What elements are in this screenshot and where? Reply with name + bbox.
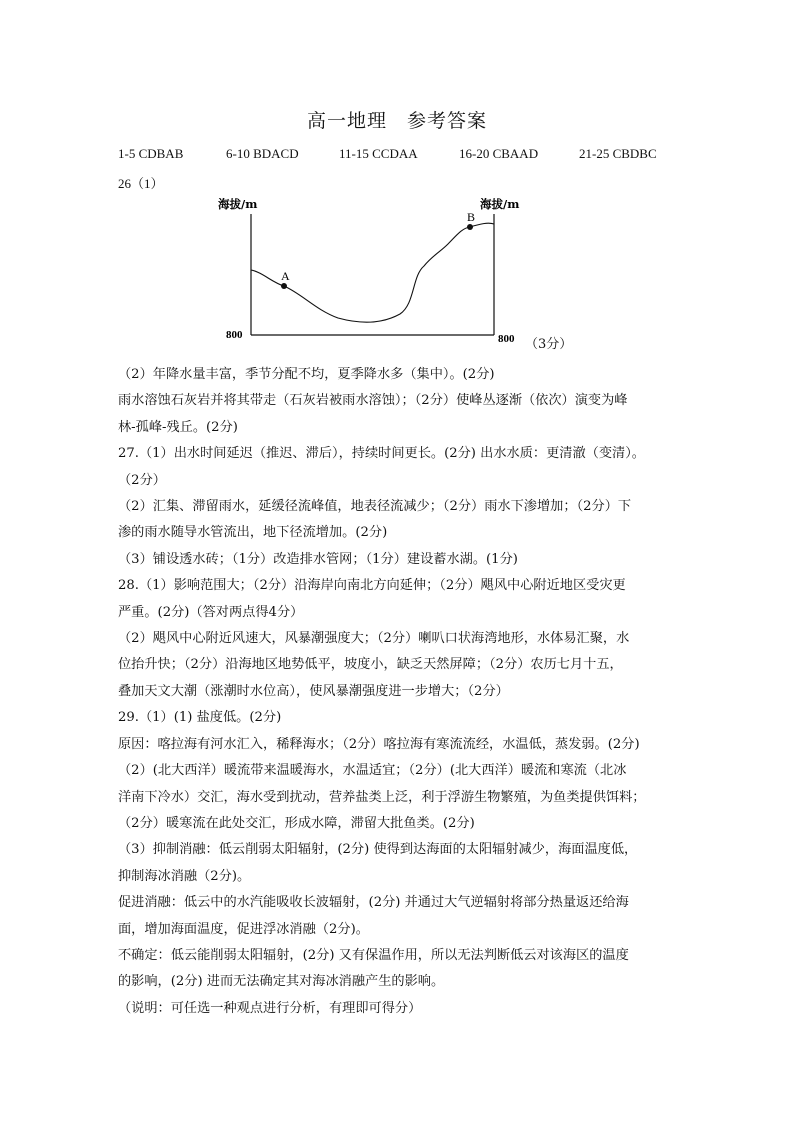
point-b-label: B	[467, 210, 476, 224]
answer-group-16-20: 16-20 CBAAD	[459, 146, 539, 161]
text-line: 严重。(2分)（答对两点得4分）	[118, 604, 304, 620]
text-line: 28.（1）影响范围大；（2分）沿海岸向南北方向延伸；（2分）飓风中心附近地区受灾更	[118, 578, 626, 594]
answer-group-11-15: 11-15 CCDAA	[339, 146, 418, 161]
text-line: （3）抑制消融：低云削弱太阳辐射，(2分) 使得到达海面的太阳辐射减少，海面温度低，	[118, 842, 638, 858]
point-a-marker	[281, 283, 287, 289]
answer-body	[118, 362, 684, 1022]
text-line: 位抬升快；（2分）沿海地区地势低平，坡度小，缺乏天然屏障；（2分）农历七月十五，	[118, 657, 623, 673]
text-line: （3）铺设透水砖；（1分）改造排水管网；（1分）建设蓄水湖。(1分)	[118, 551, 518, 567]
right-tick-800: 800	[498, 333, 515, 345]
point-a-label: A	[281, 269, 290, 283]
text-line: 的影响，(2分) 进而无法确定其对海冰消融产生的影响。	[118, 974, 445, 990]
text-line: 林-孤峰-残丘。(2分)	[118, 419, 238, 435]
text-line: （2分）	[118, 472, 166, 488]
diagram-score: （3分）	[525, 337, 573, 352]
text-line: 抑制海冰消融（2分)。	[118, 868, 251, 884]
left-axis-label: 海拔/m	[218, 197, 258, 211]
question-26-label: 26（1）	[118, 176, 164, 191]
answer-group-6-10: 6-10 BDACD	[226, 146, 299, 161]
text-line: （2）飓风中心附近风速大，风暴潮强度大；（2分）喇叭口状海湾地形，水体易汇聚，水	[118, 631, 630, 647]
text-line: （2）(北大西洋）暖流带来温暖海水，水温适宜；（2分）(北大西洋）暖流和寒流（北冰	[118, 763, 627, 779]
text-line: 面，增加海面温度，促进浮冰消融（2分)。	[118, 921, 369, 937]
text-line: 洋南下冷水）交汇，海水受到扰动，营养盐类上泛，利于浮游生物繁殖，为鱼类提供饵料；	[118, 789, 646, 805]
text-line: 27.（1）出水时间延迟（推迟、滞后），持续时间更长。(2分) 出水水质：更清澈（变清）。	[118, 446, 645, 462]
text-line: 不确定：低云能削弱太阳辐射，(2分) 又有保温作用，所以无法判断低云对该海区的温度	[118, 947, 629, 963]
text-line: （2）年降水量丰富，季节分配不均，夏季降水多（集中）。(2分)	[118, 367, 495, 382]
text-line: 原因：喀拉海有河水汇入，稀释海水；（2分）喀拉海有寒流流经，水温低，蒸发弱。(2分)	[118, 736, 640, 752]
answer-group-1-5: 1-5 CDBAB	[118, 146, 184, 161]
left-tick-800: 800	[226, 329, 243, 341]
text-line: 叠加天文大潮（涨潮时水位高），使风暴潮强度进一步增大；（2分）	[118, 683, 509, 699]
terrain-profile-diagram	[210, 190, 530, 350]
point-b-marker	[467, 224, 473, 230]
document-title: 高一地理 参考答案	[306, 110, 487, 132]
text-line: 29.（1）(1) 盐度低。(2分)	[118, 710, 282, 726]
text-line: 渗的雨水随导水管流出，地下径流增加。(2分)	[118, 525, 388, 541]
right-axis-label: 海拔/m	[480, 197, 520, 211]
answer-group-21-25: 21-25 CBDBC	[579, 146, 657, 161]
text-line: 促进消融：低云中的水汽能吸收长波辐射，(2分) 并通过大气逆辐射将部分热量返还给海	[118, 895, 629, 911]
text-line: （2分）暖寒流在此处交汇，形成水障，滞留大批鱼类。(2分)	[118, 815, 475, 831]
text-line: （说明：可任选一种观点进行分析，有理即可得分）	[118, 1000, 422, 1016]
text-line: （2）汇集、滞留雨水，延缓径流峰值，地表径流减少；（2分）雨水下渗增加；（2分）下	[118, 499, 632, 515]
text-line: 雨水溶蚀石灰岩并将其带走（石灰岩被雨水溶蚀）；（2分）使峰丛逐渐（依次）演变为峰	[118, 393, 628, 409]
